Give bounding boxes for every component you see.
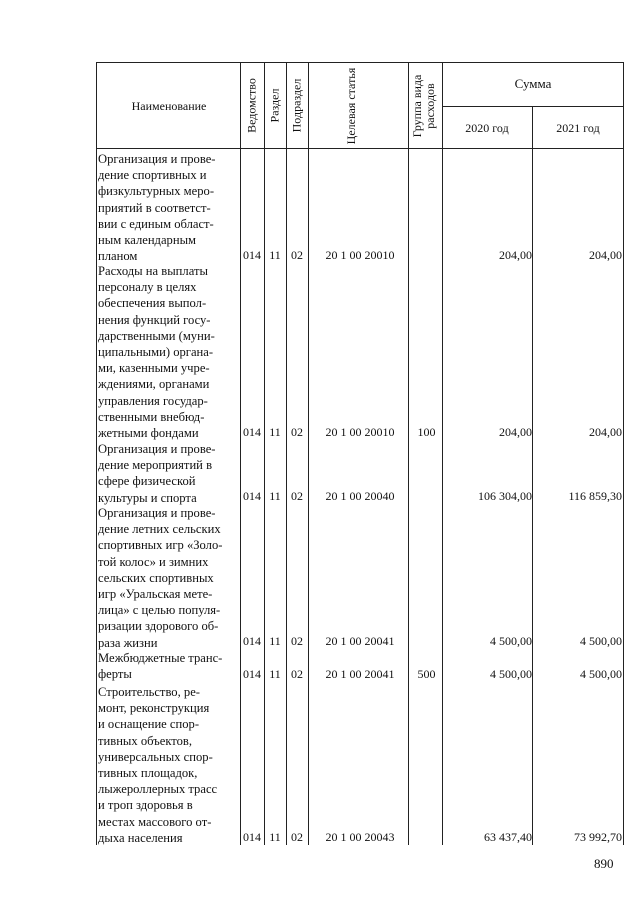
header-gruppa-text: Группа вида расходов (410, 74, 437, 138)
cell-sum-2021: 116 859,30 (568, 489, 622, 503)
cell-gruppa: 500 (417, 667, 436, 681)
cell-sum-2020: 204,00 (499, 248, 532, 262)
header-divider (408, 62, 409, 149)
cell-razdel: 11 (269, 489, 281, 503)
cell-sum-2021: 204,00 (589, 425, 622, 439)
cell-celevaya: 20 1 00 20040 (325, 489, 395, 503)
cell-vedomstvo: 014 (243, 248, 261, 262)
cell-vedomstvo: 014 (243, 634, 261, 648)
cell-sum-2020: 63 437,40 (484, 830, 532, 844)
header-vedomstvo: Ведомство (244, 78, 259, 133)
cell-sum-2020: 4 500,00 (490, 634, 532, 648)
header-podrazdel: Подраздел (289, 78, 304, 133)
cell-razdel: 11 (269, 667, 281, 681)
header-divider (286, 62, 287, 149)
cell-sum-2020: 4 500,00 (490, 667, 532, 681)
row-name: Расходы на выплаты персоналу в целях обеспечения выпол- нения функций госу- дарственными (муни- ципальными) органа- ми, казенными учре- ждениями, органами управления государ- ственными внебюд- жетными фондами (98, 264, 215, 441)
cell-podrazdel: 02 (291, 667, 303, 681)
header-celevaya (344, 66, 372, 146)
row-name: Организация и прове- дение спортивных и физкультурных меро- приятий в соответст- вии с единым област- ным календарным планом (98, 152, 216, 264)
header-summa: Сумма (514, 76, 552, 91)
cell-podrazdel: 02 (291, 248, 303, 262)
cell-razdel: 11 (269, 634, 281, 648)
header-gruppa (411, 66, 439, 146)
page-number: 890 (594, 856, 614, 871)
cell-podrazdel: 02 (291, 634, 303, 648)
cell-vedomstvo: 014 (243, 425, 261, 439)
cell-celevaya: 20 1 00 20010 (325, 425, 395, 439)
header-divider (308, 62, 309, 149)
cell-sum-2021: 4 500,00 (580, 667, 622, 681)
cell-celevaya: 20 1 00 20041 (325, 667, 395, 681)
header-year-2020: 2020 год (465, 121, 509, 135)
cell-vedomstvo: 014 (243, 830, 261, 844)
column-line (96, 149, 97, 845)
header-divider (264, 62, 265, 149)
cell-podrazdel: 02 (291, 425, 303, 439)
row-name: Межбюджетные транс- ферты (98, 651, 223, 682)
row-name: Строительство, ре- монт, реконструкция и оснащение спор- тивных объектов, универсальных спор- тивных площадок, лыжероллерных трасс и троп здоровья в местах массового от- дыха населения (98, 685, 218, 845)
cell-celevaya: 20 1 00 20041 (325, 634, 395, 648)
cell-razdel: 11 (269, 248, 281, 262)
cell-razdel: 11 (269, 830, 281, 844)
cell-sum-2021: 4 500,00 (580, 634, 622, 648)
cell-vedomstvo: 014 (243, 489, 261, 503)
cell-sum-2021: 204,00 (589, 248, 622, 262)
cell-gruppa: 100 (417, 425, 436, 439)
row-name: Организация и прове- дение летних сельских спортивных игр «Золо- той колос» и зимних сельских спортивных игр «Уральская мете- лица» с целью популя- ризации здорового об- раза жизни (98, 506, 223, 650)
header-celevaya-text: Целевая статья (344, 67, 358, 145)
cell-razdel: 11 (269, 425, 281, 439)
column-line (623, 149, 624, 845)
header-year-2021: 2021 год (556, 121, 600, 135)
header-name: Наименование (131, 99, 207, 113)
cell-sum-2020: 106 304,00 (478, 489, 532, 503)
cell-podrazdel: 02 (291, 830, 303, 844)
cell-sum-2021: 73 992,70 (574, 830, 622, 844)
cell-celevaya: 20 1 00 20010 (325, 248, 395, 262)
header-divider (442, 106, 624, 107)
cell-celevaya: 20 1 00 20043 (325, 830, 395, 844)
cell-vedomstvo: 014 (243, 667, 261, 681)
row-name: Организация и прове- дение мероприятий в сфере физической культуры и спорта (98, 442, 216, 505)
header-razdel: Раздел (267, 88, 282, 123)
cell-podrazdel: 02 (291, 489, 303, 503)
cell-sum-2020: 204,00 (499, 425, 532, 439)
column-line (308, 149, 309, 845)
header-divider (240, 62, 241, 149)
